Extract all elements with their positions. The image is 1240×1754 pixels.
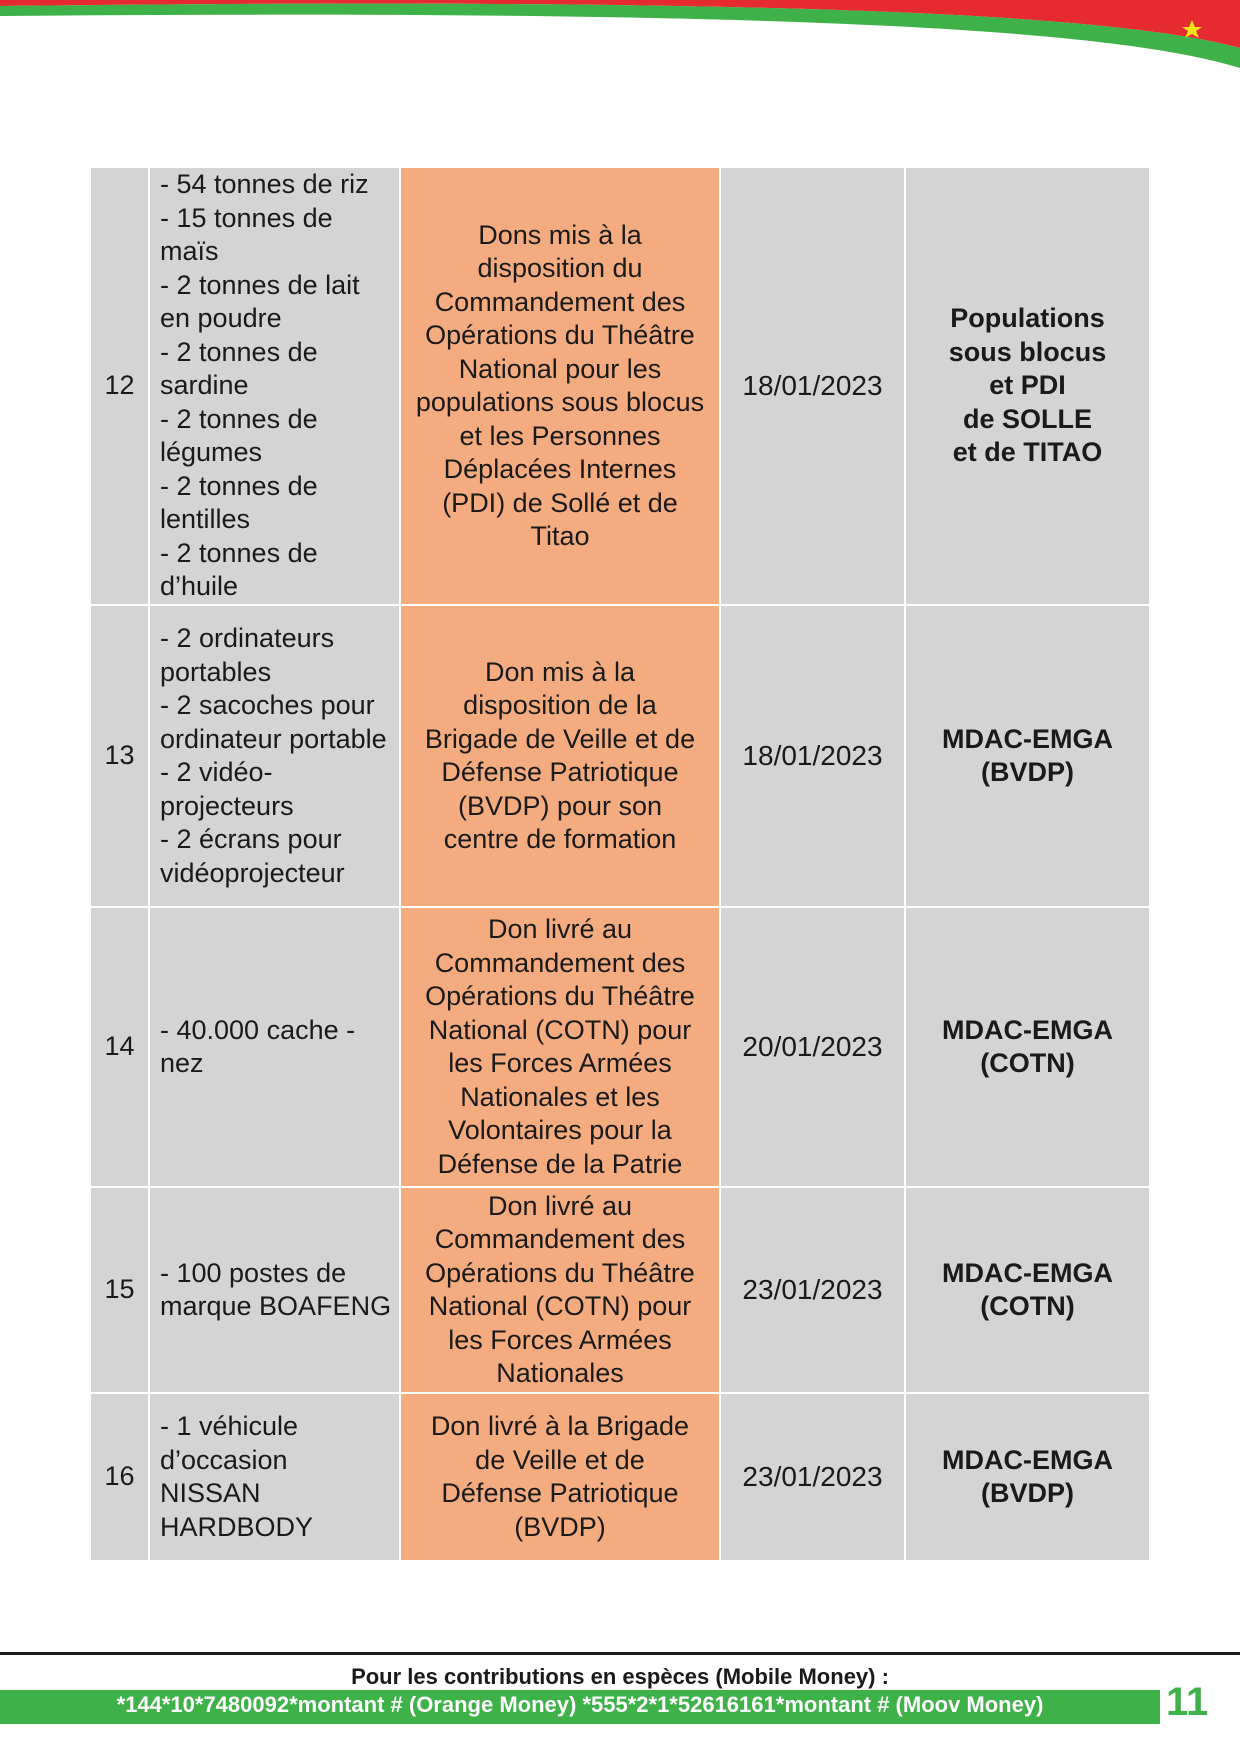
donation-item: - 2 tonnes de sardine xyxy=(160,336,318,401)
donations-table-container xyxy=(89,166,1151,1562)
description-line: Nationales xyxy=(496,1358,624,1388)
donation-item: - 15 tonnes de maïs xyxy=(160,202,333,267)
donation-items xyxy=(150,1188,399,1392)
description-line: Titao xyxy=(530,521,590,551)
description-line: National pour les xyxy=(458,353,662,384)
description-line: Brigade de Veille et de xyxy=(424,723,696,754)
beneficiary-line: (BVDP) xyxy=(981,757,1074,787)
beneficiary-line: MDAC-EMGA xyxy=(942,1444,1113,1475)
description-line: Don mis à la xyxy=(484,656,636,687)
beneficiary-line: MDAC-EMGA xyxy=(942,1014,1113,1045)
description-line: Déplacées Internes xyxy=(443,454,677,484)
description-line: Volontaires pour la xyxy=(448,1115,672,1145)
beneficiary-line: et PDI xyxy=(989,370,1066,401)
description-line: centre de formation xyxy=(443,824,677,854)
donation-items xyxy=(150,1394,399,1560)
table-row xyxy=(91,908,1149,1186)
description-line: Commandement des xyxy=(434,1224,686,1254)
beneficiary-line: et de TITAO xyxy=(952,437,1103,468)
description-line: National (COTN) pour xyxy=(428,1291,692,1321)
beneficiary-line: (BVDP) xyxy=(981,1478,1074,1508)
donation-date: 18/01/2023 xyxy=(721,606,904,906)
page-number: 11 xyxy=(1166,1680,1209,1724)
row-number: 12 xyxy=(91,168,148,604)
description-line: Opérations du Théâtre xyxy=(425,1257,695,1288)
description-line: (BVDP) pour son xyxy=(457,790,663,821)
donation-description xyxy=(401,1188,719,1392)
donation-item: - 54 tonnes de riz xyxy=(160,169,369,200)
row-number: 14 xyxy=(91,908,148,1186)
description-line: National (COTN) pour xyxy=(428,1014,692,1045)
beneficiary-line: Populations xyxy=(950,303,1105,334)
beneficiary-line: MDAC-EMGA xyxy=(942,1257,1113,1288)
donation-item: - 2 vidéo-projecteurs xyxy=(160,757,294,821)
beneficiary xyxy=(906,1394,1149,1560)
donation-date: 20/01/2023 xyxy=(721,908,904,1186)
description-line: Défense Patriotique xyxy=(441,1478,679,1508)
description-line: Dons mis à la xyxy=(478,219,642,250)
table-row xyxy=(91,1394,1149,1560)
beneficiary xyxy=(906,908,1149,1186)
donation-description xyxy=(401,1394,719,1560)
donation-item: - 40.000 cache -nez xyxy=(160,1014,356,1078)
description-line: et les Personnes xyxy=(459,420,661,451)
donation-items xyxy=(150,606,399,906)
donation-item: - 2 tonnes de légumes xyxy=(160,403,318,468)
donation-item: - 1 véhicule d’occasion NISSAN HARDBODY xyxy=(160,1411,314,1542)
table-row xyxy=(91,606,1149,906)
donation-date: 18/01/2023 xyxy=(721,168,904,604)
description-line: (PDI) de Sollé et de xyxy=(442,487,678,518)
beneficiary-line: (COTN) xyxy=(980,1291,1075,1321)
description-line: Don livré au xyxy=(487,1190,633,1221)
row-number: 15 xyxy=(91,1188,148,1392)
description-line: les Forces Armées xyxy=(448,1324,672,1355)
description-line: (BVDP) xyxy=(514,1511,606,1542)
donation-description xyxy=(401,168,719,604)
beneficiary xyxy=(906,168,1149,604)
footer-mobile-money-codes: *144*10*7480092*montant # (Orange Money) *555*2*1*52616161*montant # (Moov Money) xyxy=(116,1692,1044,1717)
description-line: Don livré à la Brigade xyxy=(430,1411,690,1441)
row-number: 13 xyxy=(91,606,148,906)
footer-divider xyxy=(0,1652,1240,1655)
donation-item: - 100 postes de marque BOAFENG xyxy=(160,1257,392,1321)
flag-banner xyxy=(0,0,1240,80)
description-line: Défense de la Patrie xyxy=(437,1148,683,1179)
beneficiary-line: MDAC-EMGA xyxy=(942,723,1113,754)
description-line: les Forces Armées xyxy=(448,1048,672,1078)
donation-date: 23/01/2023 xyxy=(721,1394,904,1560)
donation-items xyxy=(150,168,399,604)
description-line: Commandement des xyxy=(434,286,686,317)
description-line: Nationales et les xyxy=(460,1081,660,1112)
donation-item: - 2 tonnes de lentilles xyxy=(160,470,318,535)
donation-item: - 2 tonnes de d’huile xyxy=(160,537,318,602)
description-line: Défense Patriotique xyxy=(441,757,679,787)
donation-item: - 2 écrans pour vidéoprojecteur xyxy=(160,824,345,888)
beneficiary-line: (COTN) xyxy=(980,1048,1075,1078)
donations-table xyxy=(89,166,1151,1562)
beneficiary xyxy=(906,1188,1149,1392)
donation-item: - 2 ordinateurs portables xyxy=(160,623,335,687)
donation-item: - 2 tonnes de lait en poudre xyxy=(160,269,360,334)
row-number: 16 xyxy=(91,1394,148,1560)
beneficiary xyxy=(906,606,1149,906)
description-line: disposition du xyxy=(477,253,643,283)
description-line: de Veille et de xyxy=(475,1444,645,1475)
description-line: Commandement des xyxy=(434,947,686,978)
donation-description xyxy=(401,606,719,906)
donation-items xyxy=(150,908,399,1186)
footer-contributions-title: Pour les contributions en espèces (Mobile Money) : xyxy=(351,1664,889,1689)
description-line: disposition de la xyxy=(463,690,657,720)
beneficiary-line: de SOLLE xyxy=(962,403,1092,434)
donation-item: - 2 sacoches pour ordinateur portable xyxy=(160,690,387,754)
beneficiary-line: sous blocus xyxy=(948,336,1107,367)
description-line: Opérations du Théâtre xyxy=(425,981,695,1011)
description-line: Don livré au xyxy=(487,914,633,944)
description-line: Opérations du Théâtre xyxy=(425,320,695,350)
donation-description xyxy=(401,908,719,1186)
table-row xyxy=(91,1188,1149,1392)
description-line: populations sous blocus xyxy=(415,387,705,417)
donation-date: 23/01/2023 xyxy=(721,1188,904,1392)
table-row xyxy=(91,168,1149,604)
